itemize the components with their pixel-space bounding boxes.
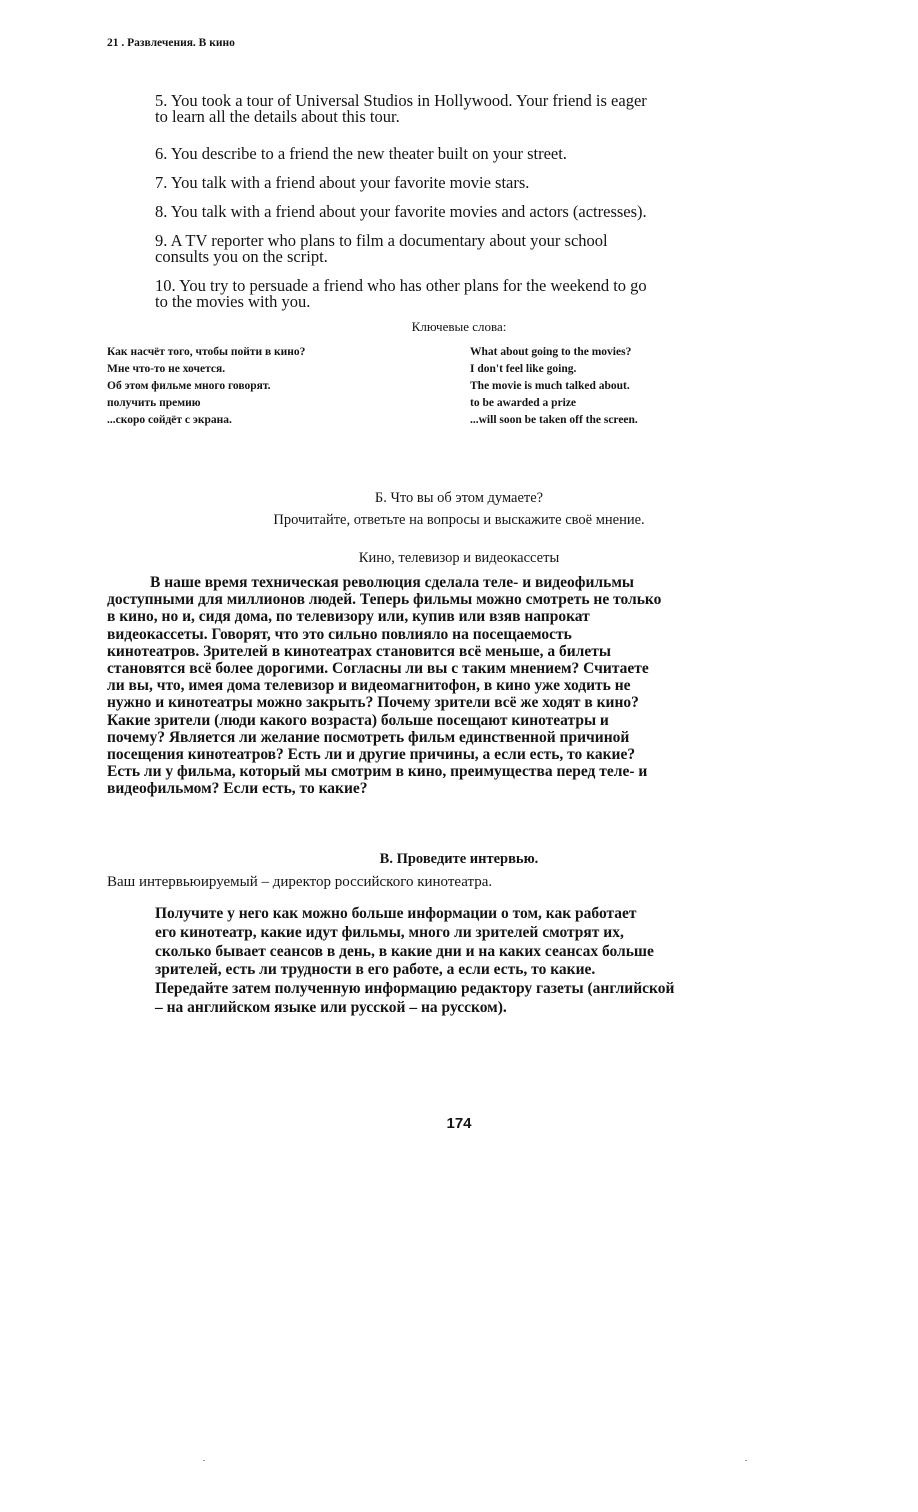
section-b-heading: Б. Что вы об этом думаете? xyxy=(374,490,544,506)
text-line: становятся всё более дорогими. Согласны ли вы с таким мнением? Считаете xyxy=(107,660,649,678)
text-line: 7. You talk with a friend about your favorite movie stars. xyxy=(155,173,530,192)
section-v-heading: В. Проведите интервью. xyxy=(379,851,539,867)
text-line: его кинотеатр, какие идут фильмы, много ли зрителей смотрят их, xyxy=(155,923,624,941)
text-line: посещения кинотеатров? Есть ли и другие причины, а если есть, то какие? xyxy=(107,746,636,764)
text-line: 9. A TV reporter who plans to film a documentary about your school xyxy=(155,231,608,250)
text-line: 10. You try to persuade a friend who has other plans for the weekend to go xyxy=(155,276,647,295)
text-line: ли вы, что, имея дома телевизор и видеомагнитофон, в кино уже ходить не xyxy=(107,677,631,695)
exercise-item-8 xyxy=(155,204,647,220)
exercise-item-6 xyxy=(155,146,567,162)
text-line: Как насчёт того, чтобы пойти в кино? xyxy=(107,346,306,358)
text-line: Передайте затем полученную информацию редактору газеты (английской xyxy=(155,980,675,998)
scan-speck xyxy=(745,1460,747,1461)
exercise-item-7 xyxy=(155,175,529,191)
text-line: The movie is much talked about. xyxy=(470,380,630,392)
running-head: 21 . Развлечения. В кино xyxy=(107,37,235,49)
text-line: получить премию xyxy=(107,397,201,409)
text-line: В наше время техническая революция сделала теле- и видеофильмы xyxy=(150,574,634,591)
text-line: Об этом фильме много говорят. xyxy=(107,380,271,392)
text-line: to learn all the details about this tour. xyxy=(155,107,400,126)
keywords-heading: Ключевые слова: xyxy=(411,319,507,334)
section-b-instruction: Прочитайте, ответьте на вопросы и выскажите своё мнение. xyxy=(273,512,645,528)
text-line: Получите у него как можно больше информации о том, как работает xyxy=(155,905,637,922)
text-title: Кино, телевизор и видеокассеты xyxy=(358,550,560,566)
section-b-paragraph xyxy=(107,574,661,798)
exercise-item-10 xyxy=(155,278,647,310)
keywords-russian-column xyxy=(107,344,305,429)
text-line: в кино, но и, сидя дома, по телевизору или, купив или взяв напрокат xyxy=(107,608,590,626)
scan-speck xyxy=(203,1460,205,1461)
text-line: ...will soon be taken off the screen. xyxy=(470,414,638,426)
text-line: почему? Является ли желание посмотреть фильм единственной причиной xyxy=(107,728,630,746)
text-line: I don't feel like going. xyxy=(470,363,577,375)
text-line: сколько бывает сеансов в день, в какие дни и на каких сеансах больше xyxy=(155,942,654,960)
text-line: – на английском языке или русской – на русском). xyxy=(155,998,507,1016)
interviewee-line: Ваш интервьюируемый – директор российского кинотеатра. xyxy=(107,874,493,890)
text-line: Есть ли у фильма, который мы смотрим в кино, преимущества перед теле- и xyxy=(107,763,648,781)
text-line: What about going to the movies? xyxy=(470,346,632,358)
text-line: зрителей, есть ли трудности в его работе, а если есть, то какие. xyxy=(155,961,596,979)
text-line: consults you on the script. xyxy=(155,247,328,266)
text-line: to be awarded a prize xyxy=(470,397,577,409)
section-v-paragraph xyxy=(155,905,674,1018)
text-line: 8. You talk with a friend about your favorite movies and actors (actresses). xyxy=(155,202,647,221)
text-line: Мне что-то не хочется. xyxy=(107,363,226,375)
keywords-english-column xyxy=(470,344,638,429)
exercise-item-5 xyxy=(155,93,647,125)
text-line: 6. You describe to a friend the new theater built on your street. xyxy=(155,144,567,163)
text-line: видеофильмом? Если есть, то какие? xyxy=(107,780,368,798)
text-line: ...скоро сойдёт с экрана. xyxy=(107,414,232,426)
text-line: to the movies with you. xyxy=(155,292,311,311)
text-line: видеокассеты. Говорят, что это сильно повлияло на посещаемость xyxy=(107,625,572,643)
page-number: 174 xyxy=(446,1115,472,1132)
text-line: нужно и кинотеатры можно закрыть? Почему зрители всё же ходят в кино? xyxy=(107,694,639,712)
text-line: доступными для миллионов людей. Теперь фильмы можно смотреть не только xyxy=(107,591,662,609)
text-line: кинотеатров. Зрителей в кинотеатрах становится всё меньше, а билеты xyxy=(107,642,611,660)
exercise-item-9 xyxy=(155,233,608,265)
text-line: 5. You took a tour of Universal Studios in Hollywood. Your friend is eager xyxy=(155,91,647,110)
text-line: Какие зрители (люди какого возраста) больше посещают кинотеатры и xyxy=(107,711,609,729)
